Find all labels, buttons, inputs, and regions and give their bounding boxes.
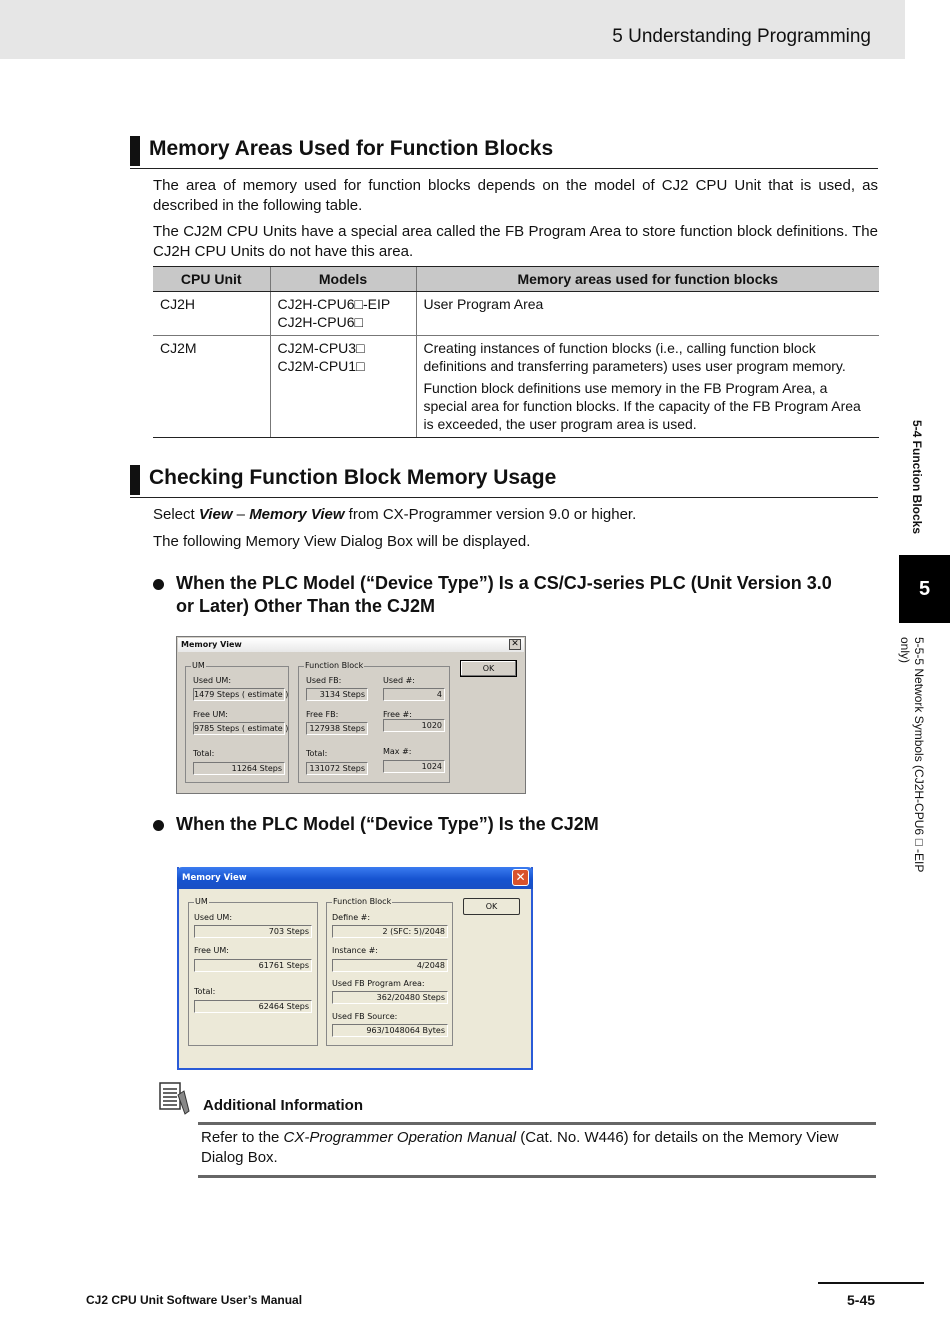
column-header: Memory areas used for function blocks — [416, 267, 879, 292]
free-um-field: 9785 Steps ( estimate ) — [194, 724, 289, 733]
used-fb-field: 3134 Steps — [306, 688, 368, 701]
used-um-field: 1479 Steps ( estimate ) — [194, 690, 289, 699]
memory-area-cell — [416, 292, 879, 336]
divider — [198, 1122, 876, 1125]
fb-area-field: 362/20480 Steps — [332, 991, 448, 1004]
instance-label: Instance #: — [332, 946, 378, 955]
fb-total-label: Total: — [306, 749, 328, 758]
fb-source-field: 963/1048064 Bytes — [332, 1024, 448, 1037]
section-title-text: Checking Function Block Memory Usage — [149, 466, 557, 489]
close-icon[interactable]: ✕ — [509, 639, 521, 650]
footer-manual-title: CJ2 CPU Unit Software User’s Manual — [86, 1293, 303, 1307]
paragraph: The CJ2M CPU Units have a special area called the FB Program Area to store function block definitions. The CJ2H CPU Units do not have this area. — [153, 223, 878, 260]
select-word: Select — [153, 506, 199, 523]
memory-area-text: Function block definitions use memory in the FB Program Area, a special area for function blocks. If the capacity of the FB Program Area is exceeded, the user program area is used. — [423, 380, 861, 432]
manual-title: CX-Programmer Operation Manual — [283, 1129, 517, 1146]
footer-rule — [818, 1282, 924, 1284]
group-label: Function Block — [333, 897, 392, 906]
models-cell — [270, 336, 416, 438]
paragraph: The following Memory View Dialog Box will be displayed. — [153, 533, 531, 550]
free-um-label: Free UM: — [194, 946, 229, 955]
models-cell — [270, 292, 416, 336]
dialog-titlebar — [177, 867, 533, 889]
cpu-unit-cell: CJ2H — [153, 292, 270, 336]
side-subsection-line2: only) — [898, 637, 912, 664]
used-fb-label: Used FB: — [306, 676, 342, 685]
column-header: CPU Unit — [153, 267, 270, 292]
info-text-pre: Refer to the — [201, 1129, 284, 1146]
column-header: Models — [270, 267, 416, 292]
table-row — [153, 292, 879, 336]
memory-area-cell — [416, 336, 879, 438]
menu-view: View — [198, 506, 233, 523]
used-num-label: Used #: — [383, 676, 415, 685]
memory-view-dialog-xp — [177, 867, 533, 1070]
memory-area-text: User Program Area — [423, 296, 544, 312]
group-label: Function Block — [305, 661, 364, 670]
chapter-tab: 5 — [899, 555, 950, 623]
fb-area-label: Used FB Program Area: — [332, 979, 425, 988]
free-um-label: Free UM: — [193, 710, 228, 719]
group-label: UM — [192, 661, 205, 670]
free-um-field: 61761 Steps — [194, 959, 312, 972]
section-title-text: Memory Areas Used for Function Blocks — [149, 137, 554, 160]
side-section-label: 5-4 Function Blocks — [910, 420, 924, 535]
section-title-memory-areas — [130, 133, 878, 169]
dialog-title: Memory View — [181, 640, 242, 649]
free-fb-label: Free FB: — [306, 710, 339, 719]
ok-button[interactable]: OK — [460, 660, 517, 677]
cpu-unit-cell: CJ2M — [153, 336, 270, 438]
dialog-titlebar — [178, 638, 524, 652]
max-num-field: 1024 — [383, 760, 445, 773]
total-field: 11264 Steps — [193, 762, 285, 775]
close-icon[interactable]: ✕ — [512, 869, 529, 886]
paragraph: The area of memory used for function blocks depends on the model of CJ2 CPU Unit that is used, as described in the following table. — [153, 177, 878, 214]
model-name: CJ2H-CPU6□ — [277, 314, 363, 330]
used-num-field: 4 — [383, 688, 445, 701]
used-um-field: 703 Steps — [194, 925, 312, 938]
define-label: Define #: — [332, 913, 371, 922]
instance-field: 4/2048 — [332, 959, 448, 972]
section-title-checking-usage — [130, 462, 878, 498]
table-row — [153, 336, 879, 438]
additional-information-title: Additional Information — [203, 1097, 363, 1114]
menu-separator: – — [232, 506, 250, 523]
additional-information-icon — [158, 1081, 190, 1117]
menu-memory-view: Memory View — [249, 506, 345, 523]
info-text-post: (Cat. No. W446) for details on the Memory View Dialog Box. — [201, 1129, 839, 1166]
model-name: CJ2H-CPU6□-EIP — [277, 296, 391, 312]
chapter-header: 5 Understanding Programming — [612, 26, 871, 47]
memory-areas-table — [153, 266, 879, 438]
fb-total-field: 131072 Steps — [306, 762, 368, 775]
model-name: CJ2M-CPU1□ — [277, 358, 365, 374]
used-um-label: Used UM: — [193, 676, 232, 685]
page-number: 5-45 — [847, 1292, 876, 1308]
fb-source-label: Used FB Source: — [332, 1012, 398, 1021]
select-tail: from CX-Programmer version 9.0 or higher. — [344, 506, 637, 523]
model-name: CJ2M-CPU3□ — [277, 340, 365, 356]
memory-view-dialog-classic — [176, 636, 526, 794]
free-num-field: 1020 — [383, 719, 445, 732]
free-num-label: Free #: — [383, 710, 412, 719]
total-label: Total: — [193, 749, 215, 758]
section-marker — [130, 136, 140, 166]
group-label: UM — [195, 897, 208, 906]
bullet-heading-text: When the PLC Model (“Device Type”) Is the CJ2M — [176, 814, 599, 834]
free-fb-field: 127938 Steps — [306, 722, 368, 735]
bullet-dot-icon — [153, 820, 164, 831]
used-um-label: Used UM: — [194, 913, 233, 922]
ok-button[interactable]: OK — [463, 898, 520, 915]
section-marker — [130, 465, 140, 495]
bullet-heading-line2: or Later) Other Than the CJ2M — [176, 596, 436, 616]
bullet-dot-icon — [153, 579, 164, 590]
memory-area-text: Creating instances of function blocks (i.e., calling function block definitions and transferring parameters) uses user program memory. — [423, 340, 846, 374]
total-label: Total: — [194, 987, 216, 996]
select-instruction — [153, 505, 878, 525]
max-num-label: Max #: — [383, 747, 412, 756]
side-subsection-line1: 5-5-5 Network Symbols (CJ2H-CPU6□-EIP — [912, 637, 926, 873]
bullet-heading-line1: When the PLC Model (“Device Type”) Is a CS/CJ-series PLC (Unit Version 3.0 — [176, 573, 832, 593]
um-group — [188, 897, 318, 1046]
dialog-title: Memory View — [182, 873, 247, 883]
additional-information-text — [201, 1128, 878, 1168]
table-header-row — [153, 267, 879, 292]
total-field: 62464 Steps — [194, 1000, 312, 1013]
define-field: 2 (SFC: 5)/2048 — [332, 925, 448, 938]
divider — [198, 1175, 876, 1178]
